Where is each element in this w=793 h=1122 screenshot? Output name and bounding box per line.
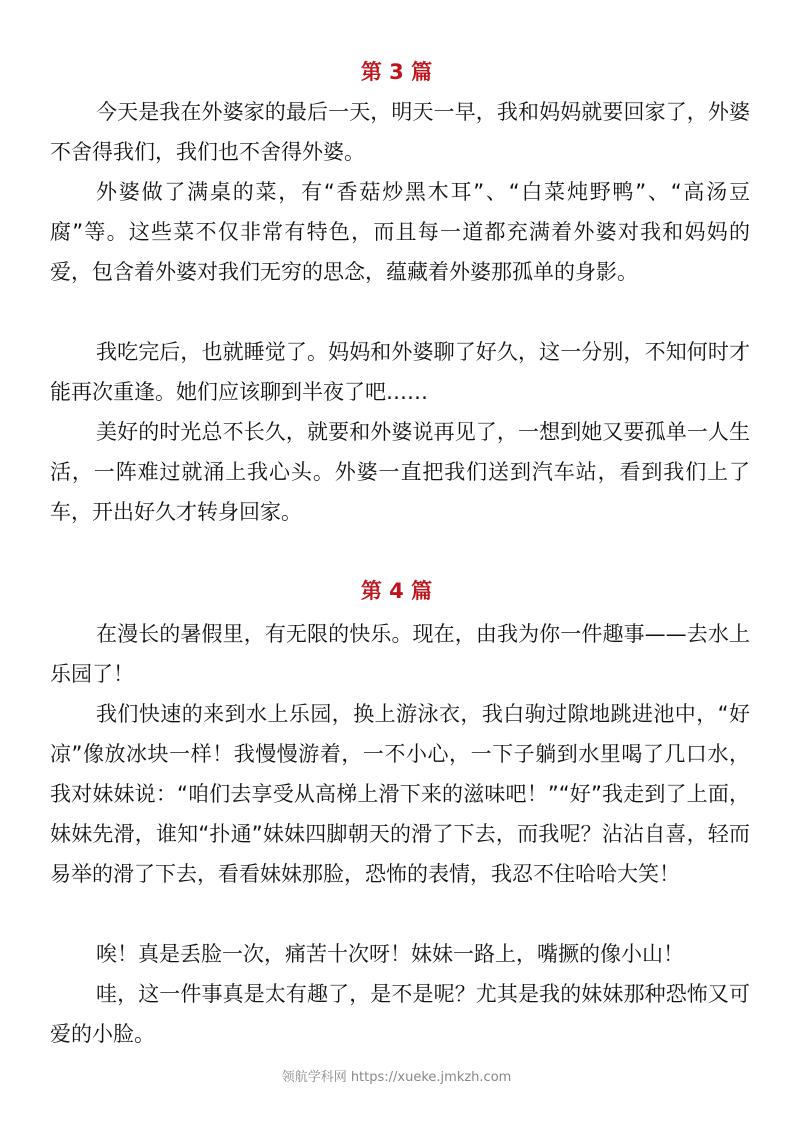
section-4-paragraph-2: 我们快速的来到水上乐园，换上游泳衣，我白驹过隙地跳进池中，“好凉”像放冰块一样！我慢慢游着，一不小心，一下子躺到水里喝了几口水，我对妹妹说：“咱们去享受从高梯上滑下来的滋味吧！”“好”我走到了上面，妹妹先滑，谁知“扑通”妹妹四脚朝天的滑了下去，而我呢？沾沾自喜，轻而易举的滑了下去，看看妹妹那脸，恐怖的表情，我忍不住哈哈大笑！ bbox=[50, 702, 750, 886]
section-3-paragraph-3: 我吃完后，也就睡觉了。妈妈和外婆聊了好久，这一分别，不知何时才能再次重逢。她们应该聊到半夜了吧…… bbox=[50, 340, 750, 404]
section-3-paragraph-2: 外婆做了满桌的菜，有“香菇炒黑木耳”、“白菜炖野鸭”、“高汤豆腐”等。这些菜不仅非常有特色，而且每一道都充满着外婆对我和妈妈的爱，包含着外婆对我们无穷的思念，蕴藏着外婆那孤单的身影。 bbox=[50, 180, 750, 284]
footer-watermark: 领航学科网 https://xueke.jmkzh.com bbox=[281, 1070, 512, 1085]
section-4-paragraph-4: 哇，这一件事真是太有趣了，是不是呢？尤其是我的妹妹那种恐怖又可爱的小脸。 bbox=[50, 982, 750, 1046]
section-4-title: 第 4 篇 bbox=[360, 579, 433, 603]
section-4-paragraph-1: 在漫长的暑假里，有无限的快乐。现在，由我为你一件趣事——去水上乐园了！ bbox=[50, 622, 750, 686]
section-3-paragraph-1: 今天是我在外婆家的最后一天，明天一早，我和妈妈就要回家了，外婆不舍得我们，我们也不舍得外婆。 bbox=[50, 100, 750, 164]
section-3-paragraph-4: 美好的时光总不长久，就要和外婆说再见了，一想到她又要孤单一人生活，一阵难过就涌上我心头。外婆一直把我们送到汽车站，看到我们上了车，开出好久才转身回家。 bbox=[50, 420, 750, 524]
section-4-paragraph-3: 唉！真是丢脸一次，痛苦十次呀！妹妹一路上，嘴撅的像小山！ bbox=[96, 942, 684, 966]
section-3-title: 第 3 篇 bbox=[360, 60, 433, 84]
